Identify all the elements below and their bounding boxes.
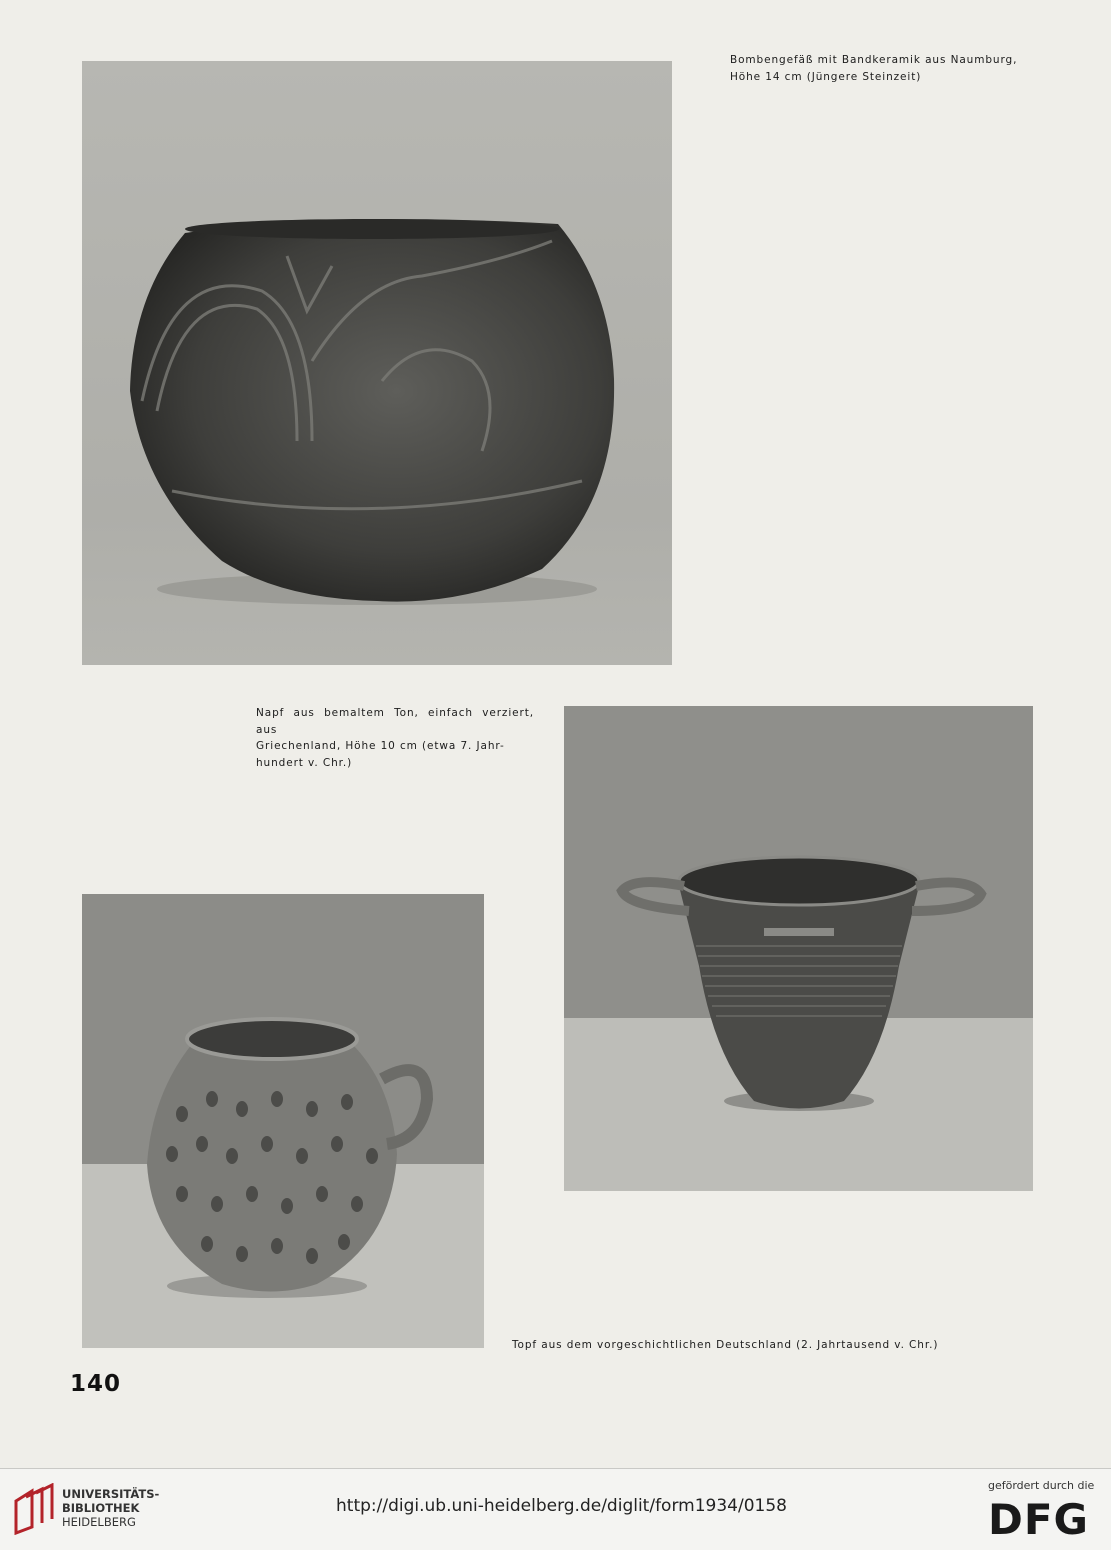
photo-napf (564, 706, 1033, 1191)
photo-topf (82, 894, 484, 1348)
permalink-url[interactable]: http://digi.ub.uni-heidelberg.de/diglit/form1934/0158 (336, 1496, 787, 1516)
library-name: UNIVERSITÄTS- BIBLIOTHEK HEIDELBERG (62, 1487, 160, 1529)
library-logo-icon (12, 1483, 56, 1535)
caption-bombengefaess: Bombengefäß mit Bandkeramik aus Naumburg, Höhe 14 cm (Jüngere Steinzeit) (730, 54, 1018, 83)
caption-napf: Napf aus bemaltem Ton, einfach verziert, aus Griechenland, Höhe 10 cm (etwa 7. Jahr- hundert v. Chr.) (256, 707, 534, 769)
photo-bombengefaess (82, 61, 672, 665)
page-number: 140 (70, 1371, 122, 1397)
footer-bar (0, 1468, 1111, 1550)
svg-text:DFG: DFG (988, 1498, 1090, 1538)
caption-topf: Topf aus dem vorgeschichtlichen Deutschland (2. Jahrtausend v. Chr.) (512, 1339, 939, 1351)
funding-note: gefördert durch die (988, 1479, 1095, 1492)
dfg-logo-icon (988, 1498, 1098, 1538)
